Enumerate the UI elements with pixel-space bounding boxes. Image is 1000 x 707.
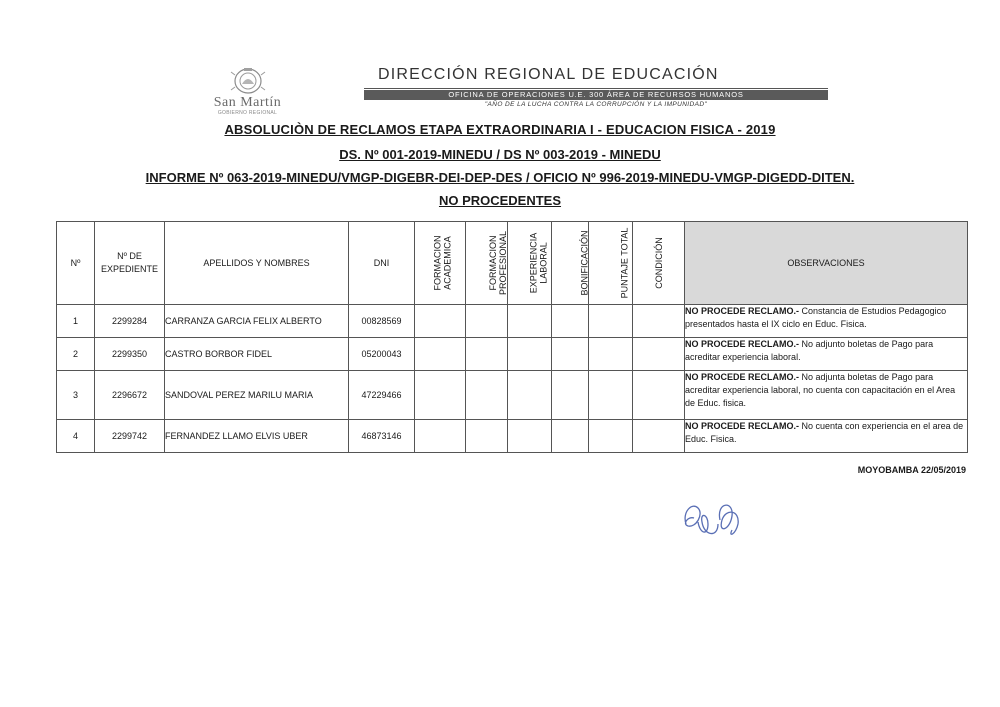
table-row [57,305,968,338]
row-nombre: CARRANZA GARCIA FELIX ALBERTO [165,305,349,338]
row-formacion-profesional [466,420,508,453]
row-formacion-academica [415,420,466,453]
office-bar: OFICINA DE OPERACIONES U.E. 300 ÁREA DE RECURSOS HUMANOS [364,90,828,100]
col-header-num: Nº [57,222,95,305]
col-header-formacion-profesional: FORMACION PROFESIONAL [466,222,508,305]
table-header-row [57,222,968,305]
row-puntaje [589,420,633,453]
handwritten-initials-icon [678,494,768,544]
col-header-formacion-academica: FORMACION ACADEMICA [415,222,466,305]
row-nombre: CASTRO BORBOR FIDEL [165,338,349,371]
row-dni: 47229466 [349,371,415,420]
row-experiencia [508,420,552,453]
row-formacion-academica [415,338,466,371]
row-expediente: 2299742 [95,420,165,453]
col-header-nombres: APELLIDOS Y NOMBRES [165,222,349,305]
row-puntaje [589,338,633,371]
row-expediente: 2299350 [95,338,165,371]
row-experiencia [508,305,552,338]
row-condicion [633,338,685,371]
row-bonificacion [552,420,589,453]
col-header-observaciones: OBSERVACIONES [685,222,968,305]
col-header-bonificacion: BONIFICACIÓN [552,222,589,305]
row-dni: 05200043 [349,338,415,371]
row-experiencia [508,371,552,420]
row-condicion [633,305,685,338]
header-divider [364,88,828,89]
row-observacion: NO PROCEDE RECLAMO.- No cuenta con experiencia en el area de Educ. Fisica. [685,420,968,453]
section-title: NO PROCEDENTES [438,193,562,208]
report-reference: INFORME Nº 063-2019-MINEDU/VMGP-DIGEBR-DEI-DEP-DES / OFICIO Nº 996-2019-MINEDU-VMGP-DIGEDD-DITEN. [145,170,855,185]
table-row [57,420,968,453]
logo-subtext: GOBIERNO REGIONAL [217,110,278,116]
row-formacion-profesional [466,305,508,338]
row-expediente: 2299284 [95,305,165,338]
place-date: MOYOBAMBA 22/05/2019 [857,465,966,475]
row-formacion-academica [415,371,466,420]
row-nombre: FERNANDEZ LLAMO ELVIS UBER [165,420,349,453]
row-observacion: NO PROCEDE RECLAMO.- No adjunta boletas de Pago para acreditar experiencia laboral, no cuenta con capacitación en el Area de Educ. fisica. [685,371,968,420]
row-condicion [633,420,685,453]
row-num: 3 [57,371,95,420]
document-title: ABSOLUCIÒN DE RECLAMOS ETAPA EXTRAORDINARIA I - EDUCACION FISICA - 2019 [224,122,776,137]
row-bonificacion [552,305,589,338]
col-header-experiencia-laboral: EXPERIENCIA LABORAL [508,222,552,305]
row-experiencia [508,338,552,371]
row-puntaje [589,305,633,338]
col-header-puntaje-total: PUNTAJE TOTAL [589,222,633,305]
row-num: 1 [57,305,95,338]
row-puntaje [589,371,633,420]
row-formacion-profesional [466,338,508,371]
row-bonificacion [552,371,589,420]
claims-table [56,221,968,453]
row-condicion [633,371,685,420]
row-dni: 46873146 [349,420,415,453]
decree-reference: DS. Nº 001-2019-MINEDU / DS Nº 003-2019 - MINEDU [339,147,661,162]
san-martin-logo [190,66,305,116]
year-motto: "AÑO DE LA LUCHA CONTRA LA CORRUPCIÓN Y LA IMPUNIDAD" [484,101,708,108]
logo-name: San Martín [213,95,282,110]
row-bonificacion [552,338,589,371]
table-row [57,338,968,371]
col-header-expediente: Nº DE EXPEDIENTE [95,222,165,305]
row-observacion: NO PROCEDE RECLAMO.- Constancia de Estudios Pedagogico presentados hasta el IX ciclo en Educ. Fisica. [685,305,968,338]
col-header-condicion: CONDICIÓN [633,222,685,305]
row-formacion-academica [415,305,466,338]
row-num: 4 [57,420,95,453]
row-formacion-profesional [466,371,508,420]
institution-title: DIRECCIÓN REGIONAL DE EDUCACIÓN [378,66,719,83]
row-dni: 00828569 [349,305,415,338]
row-observacion: NO PROCEDE RECLAMO.- No adjunto boletas de Pago para acreditar experiencia laboral. [685,338,968,371]
regional-seal-icon [228,66,268,96]
row-nombre: SANDOVAL PEREZ MARILU MARIA [165,371,349,420]
table-row [57,371,968,420]
row-expediente: 2296672 [95,371,165,420]
row-num: 2 [57,338,95,371]
col-header-dni: DNI [349,222,415,305]
